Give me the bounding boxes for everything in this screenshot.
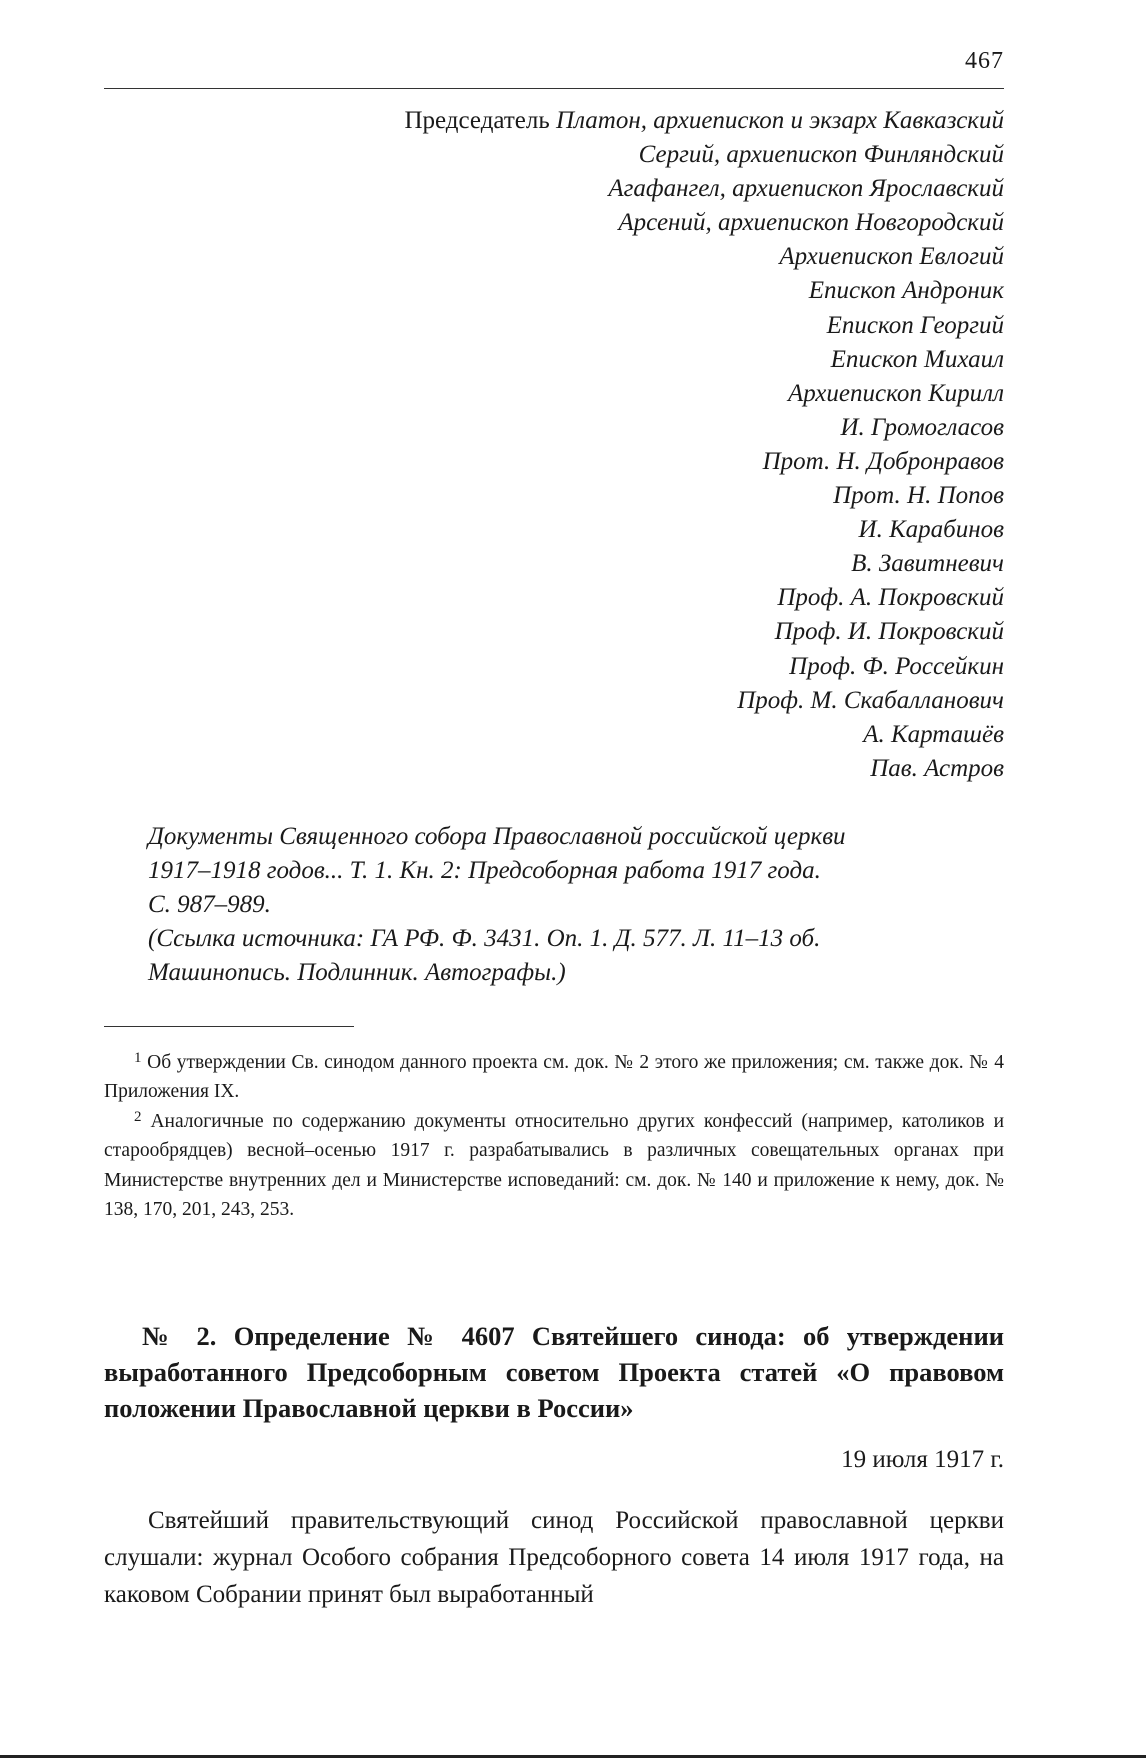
chair-prefix: Председатель (404, 107, 557, 134)
signature-line: А. Карташёв (863, 720, 1004, 748)
footnote-mark: 2 (134, 1108, 142, 1125)
signature-line: Епископ Георгий (826, 311, 1004, 339)
signature-line: Агафангел, архиепископ Ярославский (608, 175, 1004, 203)
signature-line: Архиепископ Кирилл (788, 379, 1004, 407)
signature-block (124, 104, 1004, 786)
footnote-rule (104, 1026, 354, 1027)
document-body: Святейший правительствующий синод Российской православной церкви слушали: журнал Особого собрания Предсоборного совета 14 июля 1917 года, на каковом Собрании принят был выработанный (104, 1507, 1004, 1608)
signature-line: Арсений, архиепископ Новгородский (618, 209, 1004, 237)
footnotes (104, 1048, 1004, 1224)
signature-line: Проф. Ф. Россейкин (789, 652, 1004, 680)
document-heading: № 2. Определение № 4607 Святейшего синода: об утверждении выработанного Предсоборным советом Проекта статей «О правовом положении Православной церкви в России» (104, 1321, 1004, 1423)
footnote-text: Об утверждении Св. синодом данного проекта см. док. № 2 этого же приложения; см. также док. № 4 Приложения IX. (104, 1052, 1005, 1103)
signature-line: Сергий, архиепископ Финляндский (638, 141, 1004, 169)
signature-line: Пав. Астров (870, 754, 1004, 782)
signature-line: Прот. Н. Попов (833, 482, 1004, 510)
signature-line: Прот. Н. Добронравов (762, 447, 1004, 475)
header-rule (104, 88, 1004, 89)
signature-line: Епископ Андроник (808, 277, 1004, 305)
signature-line: В. Завитневич (851, 550, 1004, 578)
signature-chair (124, 104, 1004, 138)
signature-line: И. Карабинов (858, 516, 1004, 544)
source-line: (Ссылка источника: ГА РФ. Ф. 3431. Оп. 1. Д. 577. Л. 11–13 об. (148, 925, 821, 952)
signature-line: Проф. И. Покровский (774, 618, 1004, 646)
signature-line: Проф. М. Скабалланович (737, 686, 1004, 714)
source-line: С. 987–989. (148, 891, 271, 918)
source-citation (148, 820, 1008, 990)
signature-line: И. Громогласов (840, 413, 1004, 441)
source-line: Документы Священного собора Православной российской церкви (148, 823, 846, 850)
footnote-text: Аналогичные по содержанию документы относительно других конфессий (например, католиков и старообрядцев) весной–осенью 1917 г. разрабатывались в различных совещательных органах при Министерстве внутренних дел и Министерстве исповеданий: см. док. № 140 и приложение к нему, док. № 138, 170, 201, 243, 253. (104, 1110, 1005, 1221)
source-line: Машинопись. Подлинник. Автографы.) (148, 959, 566, 986)
page-number: 467 (965, 48, 1004, 74)
footnote-mark: 1 (134, 1050, 142, 1066)
footnote (104, 1048, 1004, 1107)
signature-line: Архиепископ Евлогий (779, 243, 1004, 271)
document-date: 19 июля 1917 г. (841, 1446, 1004, 1473)
footnote (104, 1107, 1004, 1225)
signature-line: Проф. А. Покровский (777, 584, 1004, 612)
signature-line: Епископ Михаил (830, 345, 1004, 373)
source-line: 1917–1918 годов... Т. 1. Кн. 2: Предсоборная работа 1917 года. (148, 857, 821, 884)
chair-name: Платон, архиепископ и экзарх Кавказский (556, 107, 1004, 134)
